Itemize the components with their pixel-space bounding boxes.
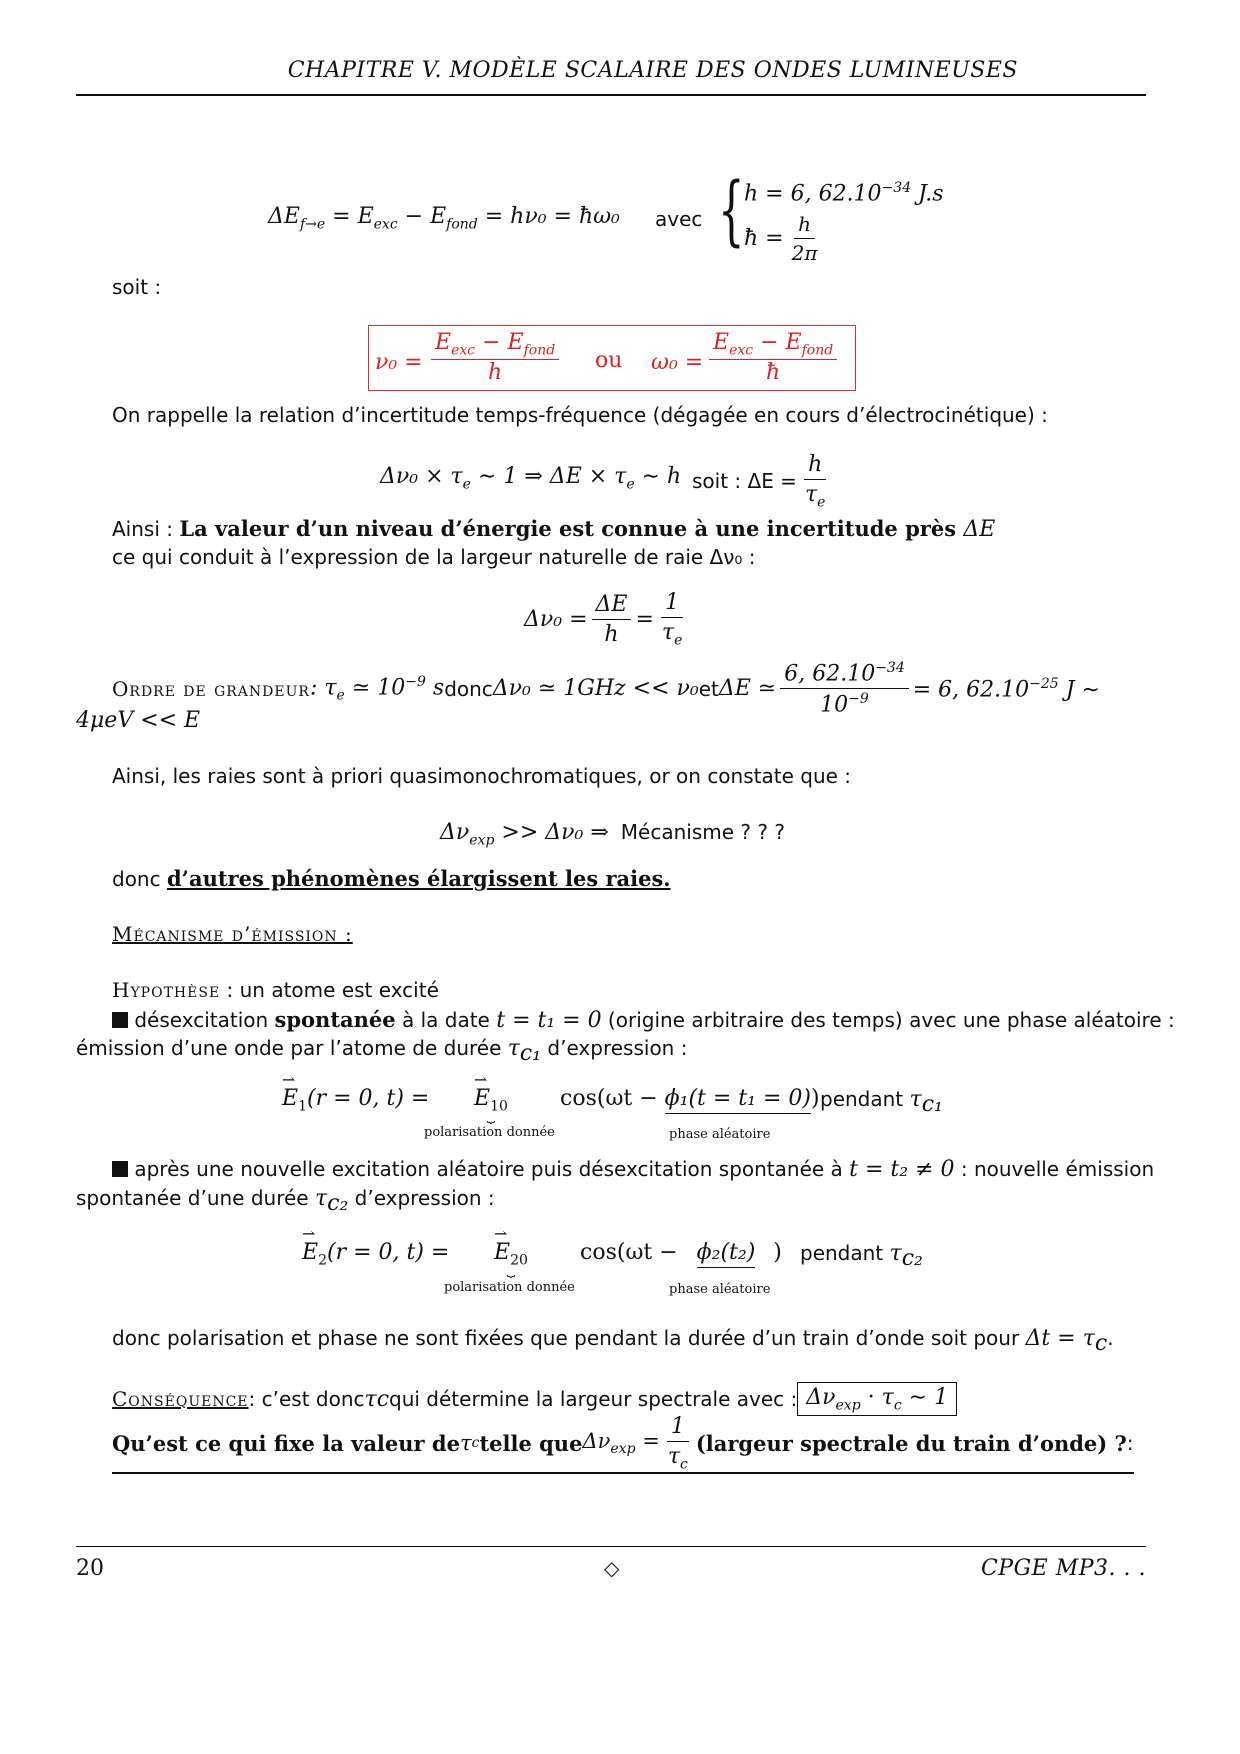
- footer-rule: [76, 1546, 1146, 1547]
- planck-constant-value: h = 6, $62.10^{-34}$ J.s: [744, 180, 944, 207]
- nu0-denominator: h: [488, 360, 503, 386]
- polarisation-label-1: polarisation donnée: [424, 1125, 555, 1140]
- pendant-tau-c1: pendant $\tau_{c_1}$: [820, 1087, 943, 1117]
- hbar-definition: ħ = $\frac{h}{2\pi}$: [744, 212, 818, 265]
- bullet-spontaneous-deexcitation: désexcitation spontanée à la date t = t₁ = 0 (origine arbitraire des temps) avec une phase aléatoire :: [112, 1007, 1175, 1033]
- boxed-frequency-formula: [368, 325, 856, 391]
- hypothesis-line: Hypothèse : un atome est excité: [112, 978, 439, 1002]
- page-number: 20: [76, 1556, 104, 1581]
- mechanism-question-equation: $\Delta\nu_{exp} >> \Delta\nu_0$ ⇒ Mécanisme ? ? ?: [440, 820, 785, 849]
- polarisation-phase-statement: donc polarisation et phase ne sont fixées que pendant la durée d’un train d’onde soit pour $\Delta t = \tau_c$.: [112, 1326, 1114, 1356]
- natural-linewidth-intro: ce qui conduit à l’expression de la largeur naturelle de raie Δν₀ :: [112, 545, 756, 569]
- rappel-text: On rappelle la relation d’incertitude temps-fréquence (dégagée en cours d’électrocinétique) :: [112, 403, 1048, 427]
- section-emission-mechanism: Mécanisme d’émission :: [112, 922, 353, 946]
- phase-phi2: ϕ₂(t₂): [697, 1240, 756, 1268]
- running-header: CHAPITRE V. MODÈLE SCALAIRE DES ONDES LUMINEUSES: [287, 58, 1018, 83]
- order-of-magnitude-line2: 4μeV << E: [76, 708, 201, 733]
- square-bullet-icon: [112, 1161, 128, 1177]
- header-rule: [76, 94, 1146, 96]
- omega0-numerator: $E_{exc} - E_{fond}$: [709, 330, 837, 360]
- natural-linewidth-equation: Δν₀ = $\frac{\Delta E}{h}$ = $\frac{1}{\tau_e}$: [524, 590, 683, 649]
- uncertainty-relation: $\Delta\nu_0 \times \tau_e$ ∼ 1 ⇒ $\Delta E \times \tau_e$ ∼ h: [380, 464, 682, 493]
- pendant-tau-c2: pendant $\tau_{c_2}$: [800, 1241, 923, 1271]
- consequence-line: Conséquence : c’est donc τ c qui détermine la largeur spectrale avec : $\Delta\nu_{exp} \cdot \tau_c$ ∼ 1: [112, 1382, 957, 1416]
- order-of-magnitude: Ordre de grandeur : $\tau_e$ ≃ $10^{-9}$ s donc Δν₀ ≃ 1GHz << ν₀ et ΔE ≃ $\frac{6, 62.10^{-34}}{10^{-9}}$ = 6, $62.10^{-25}$ J ∼: [112, 660, 1100, 718]
- amplitude-e10: ⇀ $E_{10}$ ⏟: [474, 1070, 508, 1125]
- wave-expression-2: ⇀ $E_2(r = 0$, t) =: [302, 1224, 450, 1269]
- omega0-lhs: ω₀ =: [651, 350, 704, 375]
- system-brace: {: [718, 165, 745, 254]
- phase-label-1: phase aléatoire: [669, 1127, 771, 1142]
- footer-diamond: ◇: [604, 1556, 620, 1580]
- nu0-numerator: $E_{exc} - E_{fond}$: [431, 330, 559, 360]
- ou-label: ou: [595, 348, 623, 373]
- footer-course: CPGE MP3. . .: [980, 1556, 1146, 1581]
- omega0-denominator: ħ: [766, 360, 781, 386]
- cos-phase-2: cos(ωt − ϕ₂(t₂) ): [580, 1240, 782, 1268]
- wave-expression-1: ⇀ $E_1(r = 0$, t) =: [282, 1070, 430, 1115]
- bullet1-line2: émission d’une onde par l’atome de durée $\tau_{c_1}$ d’expression :: [76, 1036, 688, 1066]
- equation-energy-difference: $\Delta E_{f\to e} = E_{exc} - E_{fond} = h\nu_0$ = ħω₀: [268, 204, 620, 233]
- phase-label-2: phase aléatoire: [669, 1282, 771, 1297]
- polarisation-label-2: polarisation donnée: [444, 1280, 575, 1295]
- square-bullet-icon: [112, 1012, 128, 1028]
- cos-phase-1: cos(ωt − ϕ₁(t = t₁ = 0) ): [560, 1086, 820, 1114]
- nu0-lhs: ν₀ =: [375, 350, 423, 375]
- ainsi-energy-level: Ainsi : La valeur d’un niveau d’énergie est connue à une incertitude près ΔE: [112, 516, 996, 542]
- bullet2-line2: spontanée d’une durée $\tau_{c_2}$ d’expression :: [76, 1186, 495, 1216]
- linewidth-boxed-relation: $\Delta\nu_{exp} \cdot \tau_c$ ∼ 1: [797, 1382, 957, 1416]
- question-underline: [112, 1472, 1134, 1474]
- broadening-statement: donc d’autres phénomènes élargissent les raies.: [112, 866, 671, 891]
- quasimonochromatic-text: Ainsi, les raies sont à priori quasimonochromatiques, or on constate que :: [112, 764, 852, 788]
- uncertainty-energy: soit : ΔE = $\frac{h}{\tau_e}$: [692, 452, 826, 511]
- avec-label: avec: [655, 207, 703, 231]
- phase-phi1: ϕ₁(t = t₁ = 0): [665, 1086, 811, 1114]
- bullet-new-excitation: après une nouvelle excitation aléatoire puis désexcitation spontanée à t = t₂ ≠ 0 : nouvelle émission: [112, 1157, 1154, 1182]
- soit-label: soit :: [112, 275, 162, 299]
- amplitude-e20: ⇀ $E_{20}$ ⏟: [494, 1224, 528, 1279]
- question-line: Qu’est ce qui fixe la valeur de τ c telle que $\Delta\nu_{exp}$ = $\frac{1}{\tau_c}$ (largeur spectrale du train d’onde) ? :: [112, 1414, 1134, 1473]
